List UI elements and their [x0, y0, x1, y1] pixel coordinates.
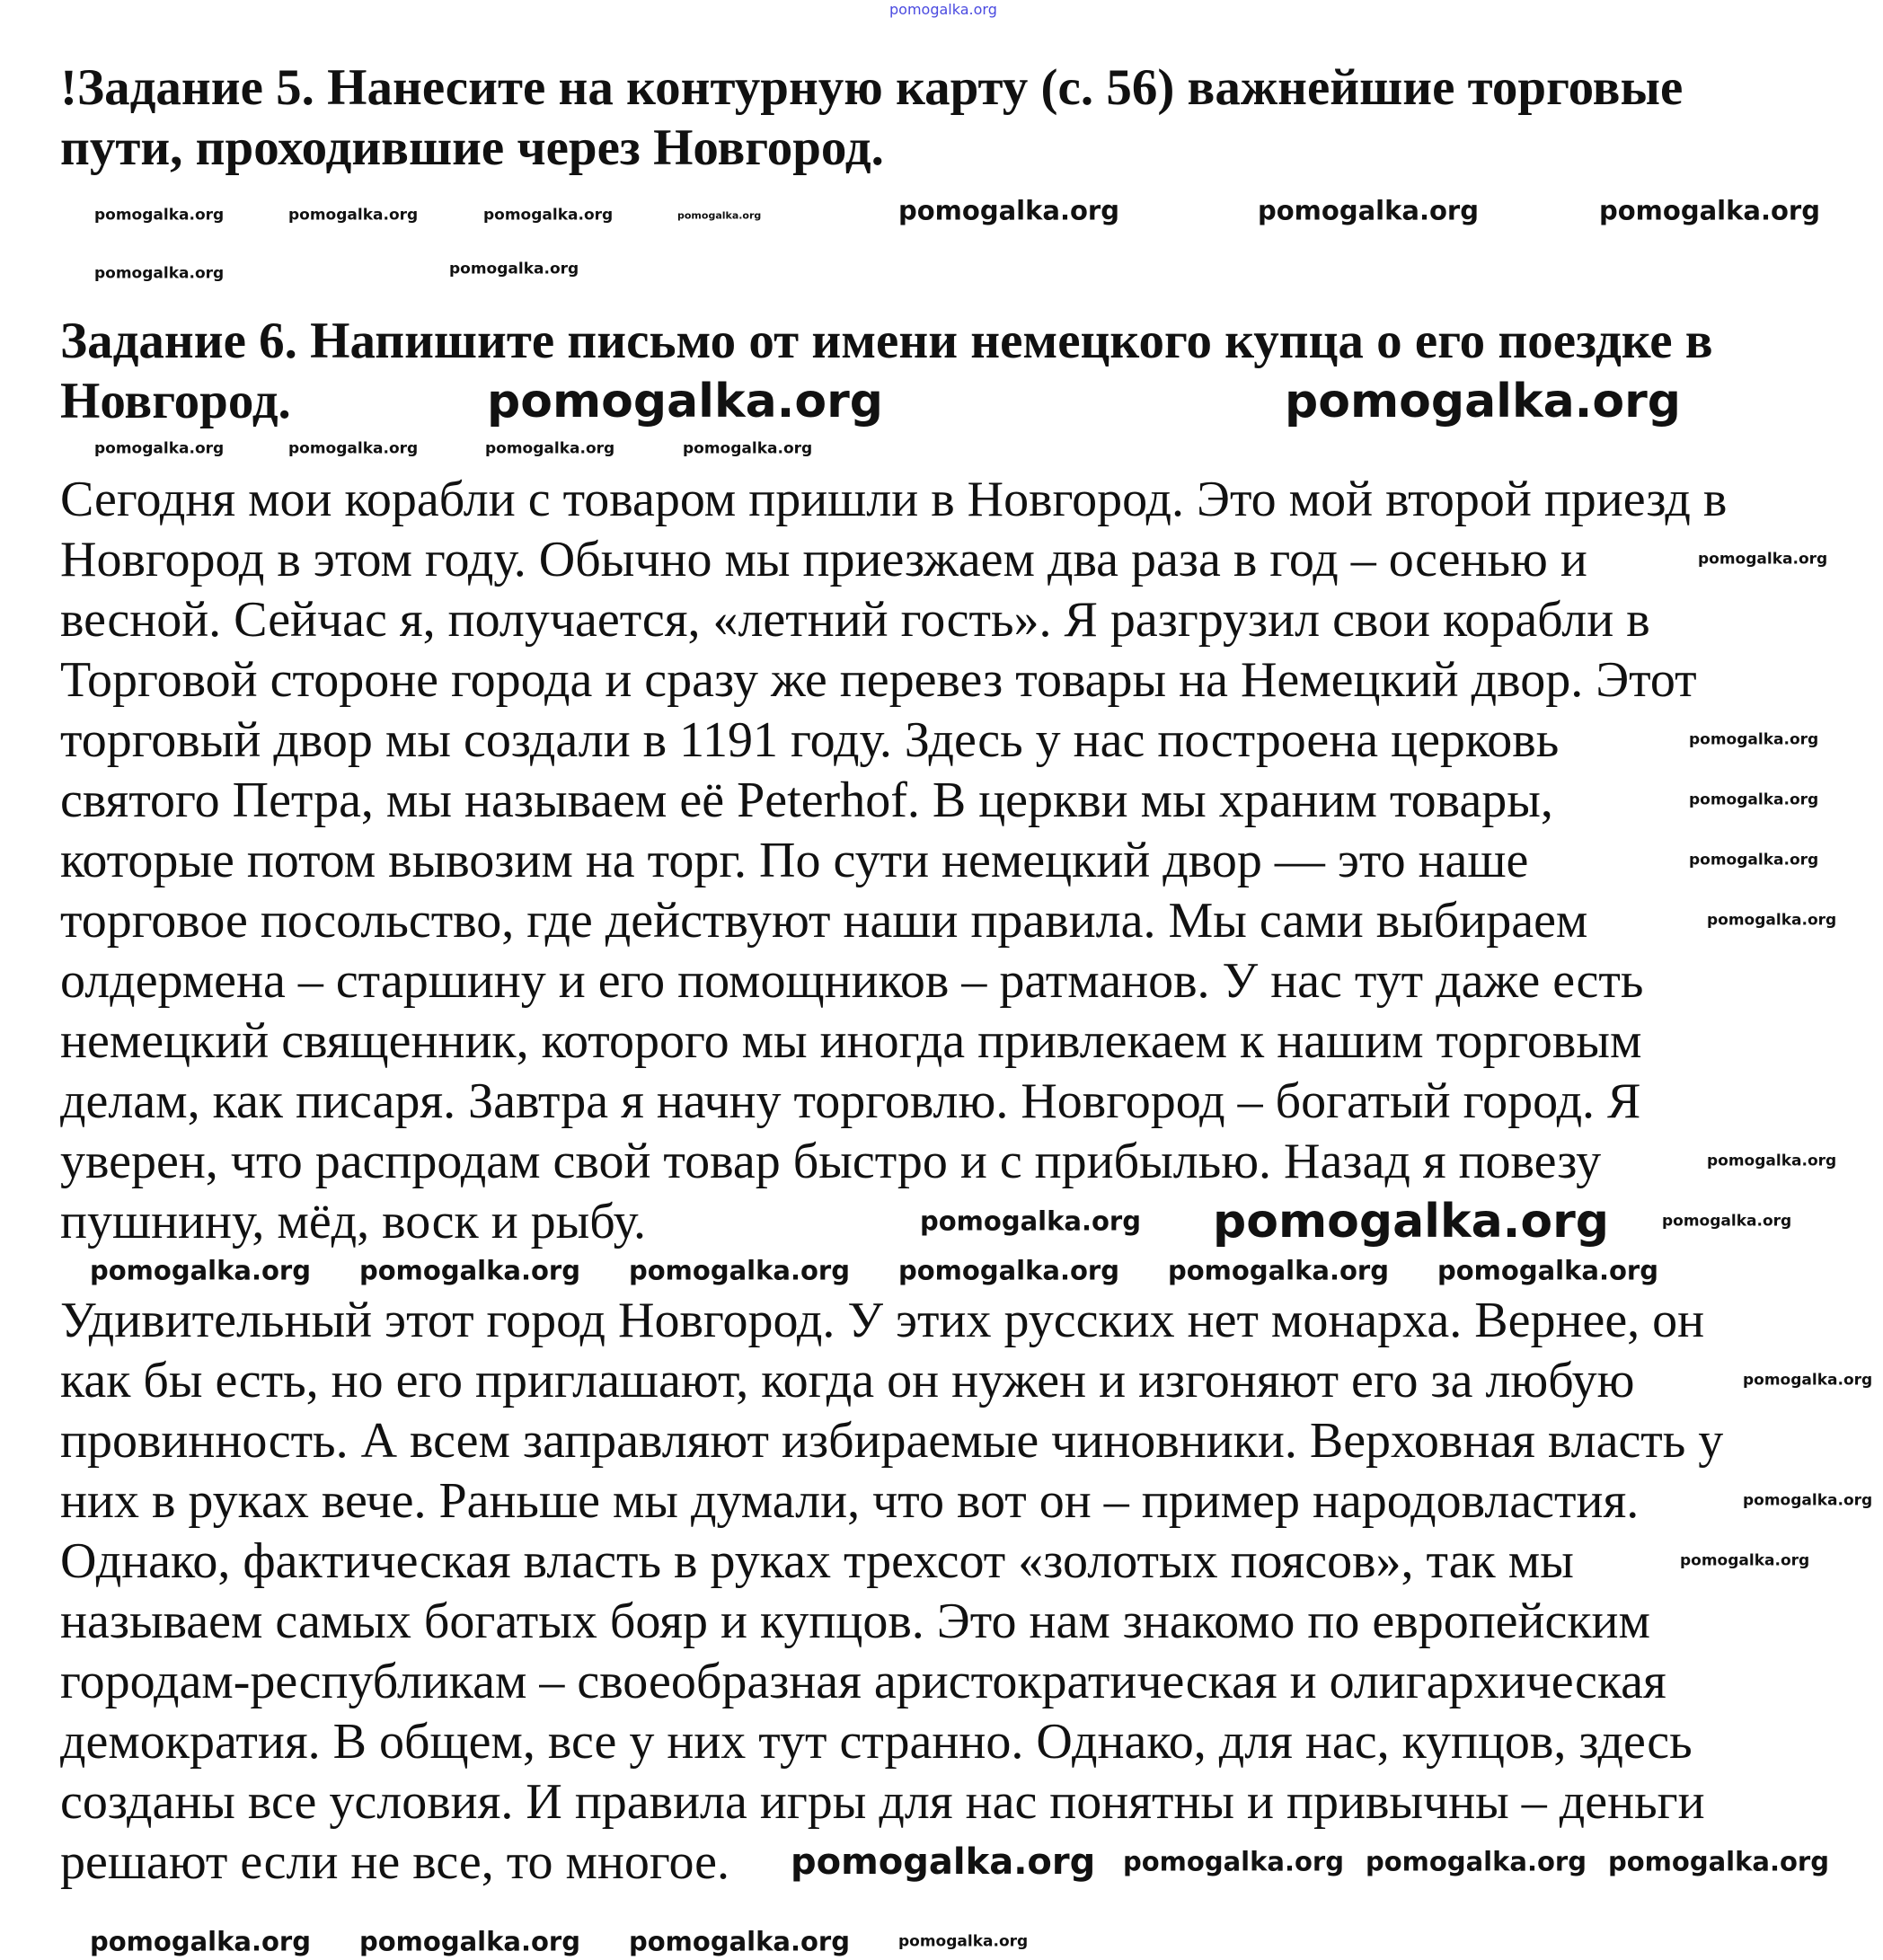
paragraph1-line: немецкий священник, которого мы иногда привлекаем к нашим торговым [60, 1013, 1642, 1069]
watermark: pomogalka.org [1689, 790, 1819, 809]
paragraph2-line: городам-республикам – своеобразная аристократическая и олигархическая [60, 1654, 1666, 1709]
watermark: pomogalka.org [90, 1255, 311, 1286]
watermark: pomogalka.org [1698, 550, 1828, 569]
paragraph1-line: уверен, что распродам свой товар быстро и с прибылью. Назад я повезу [60, 1134, 1602, 1189]
paragraph2-line: них в руках вече. Раньше мы думали, что вот он – пример народовластия. [60, 1473, 1640, 1529]
paragraph1-line: которые потом вывозим на торг. По сути немецкий двор — это наше [60, 833, 1529, 888]
watermark: pomogalka.org [1599, 195, 1820, 226]
paragraph1-line: Новгород в этом году. Обычно мы приезжаем два раза в год – осенью и [60, 532, 1587, 587]
watermark: pomogalka.org [94, 439, 225, 458]
watermark: pomogalka.org [485, 439, 615, 458]
watermark: pomogalka.org [1258, 195, 1479, 226]
watermark: pomogalka.org [898, 1255, 1119, 1286]
watermark: pomogalka.org [898, 195, 1119, 226]
task5-heading-line: пути, проходившие через Новгород. [60, 119, 884, 176]
paragraph1-line: олдермена – старшину и его помощников – ратманов. У нас тут даже есть [60, 953, 1644, 1009]
watermark: pomogalka.org [1743, 1371, 1873, 1390]
watermark: pomogalka.org [920, 1205, 1141, 1237]
watermark: pomogalka.org [677, 209, 762, 222]
watermark: pomogalka.org [629, 1926, 850, 1957]
paragraph2-line: называем самых богатых бояр и купцов. Это нам знакомо по европейским [60, 1594, 1650, 1649]
watermark: pomogalka.org [288, 439, 419, 458]
paragraph2-line: Однако, фактическая власть в руках трехсот «золотых поясов», так мы [60, 1533, 1574, 1589]
paragraph1-line: Сегодня мои корабли с товаром пришли в Новгород. Это мой второй приезд в [60, 472, 1728, 527]
paragraph1-line: торговое посольство, где действуют наши правила. Мы сами выбираем [60, 893, 1588, 949]
paragraph1-line: пушнину, мёд, воск и рыбу. [60, 1194, 647, 1249]
watermark: pomogalka.org [90, 1926, 311, 1957]
paragraph2-line: Удивительный этот город Новгород. У этих русских нет монарха. Вернее, он [60, 1293, 1705, 1348]
watermark: pomogalka.org [1285, 375, 1682, 428]
watermark: pomogalka.org [483, 206, 614, 225]
watermark: pomogalka.org [1608, 1846, 1829, 1877]
watermark: pomogalka.org [359, 1255, 580, 1286]
task5-heading-line: !Задание 5. Нанесите на контурную карту (с. 56) важнейшие торговые [60, 59, 1684, 116]
watermark: pomogalka.org [1707, 911, 1837, 930]
watermark: pomogalka.org [359, 1926, 580, 1957]
paragraph2-line: демократия. В общем, все у них тут странно. Однако, для нас, купцов, здесь [60, 1714, 1693, 1770]
watermark: pomogalka.org [898, 1932, 1029, 1951]
paragraph1-line: весной. Сейчас я, получается, «летний гость». Я разгрузил свои корабли в [60, 592, 1650, 648]
watermark: pomogalka.org [94, 206, 225, 225]
watermark: pomogalka.org [1366, 1846, 1587, 1877]
watermark: pomogalka.org [1707, 1152, 1837, 1170]
task6-heading-line: Задание 6. Напишите письмо от имени немецкого купца о его поездке в [60, 313, 1713, 369]
watermark: pomogalka.org [629, 1255, 850, 1286]
watermark: pomogalka.org [1689, 730, 1819, 749]
paragraph1-line: делам, как писаря. Завтра я начну торговлю. Новгород – богатый город. Я [60, 1073, 1641, 1129]
paragraph1-line: торговый двор мы создали в 1191 году. Здесь у нас построена церковь [60, 712, 1560, 768]
watermark: pomogalka.org [1168, 1255, 1389, 1286]
watermark: pomogalka.org [1662, 1212, 1792, 1231]
watermark: pomogalka.org [1689, 851, 1819, 870]
paragraph2-line: решают если не все, то многое. [60, 1834, 730, 1890]
watermark: pomogalka.org [487, 375, 884, 428]
task6-heading-line: Новгород. [60, 373, 291, 429]
paragraph2-line: созданы все условия. И правила игры для нас понятны и привычны – деньги [60, 1774, 1705, 1830]
watermark: pomogalka.org [889, 1, 997, 18]
paragraph1-line: Торговой стороне города и сразу же перевез товары на Немецкий двор. Этот [60, 652, 1697, 708]
watermark: pomogalka.org [791, 1841, 1096, 1883]
paragraph2-line: как бы есть, но его приглашают, когда он нужен и изгоняют его за любую [60, 1353, 1635, 1408]
paragraph1-line: святого Петра, мы называем её Peterhof. В церкви мы храним товары, [60, 773, 1553, 828]
watermark: pomogalka.org [1680, 1551, 1810, 1570]
watermark: pomogalka.org [288, 206, 419, 225]
watermark: pomogalka.org [1437, 1255, 1658, 1286]
paragraph2-line: провинность. А всем заправляют избираемые чиновники. Верховная власть у [60, 1413, 1724, 1469]
watermark: pomogalka.org [1123, 1846, 1344, 1877]
watermark: pomogalka.org [1213, 1195, 1610, 1249]
watermark: pomogalka.org [94, 264, 225, 283]
watermark: pomogalka.org [449, 260, 579, 278]
watermark: pomogalka.org [1743, 1491, 1873, 1510]
watermark: pomogalka.org [683, 439, 813, 458]
